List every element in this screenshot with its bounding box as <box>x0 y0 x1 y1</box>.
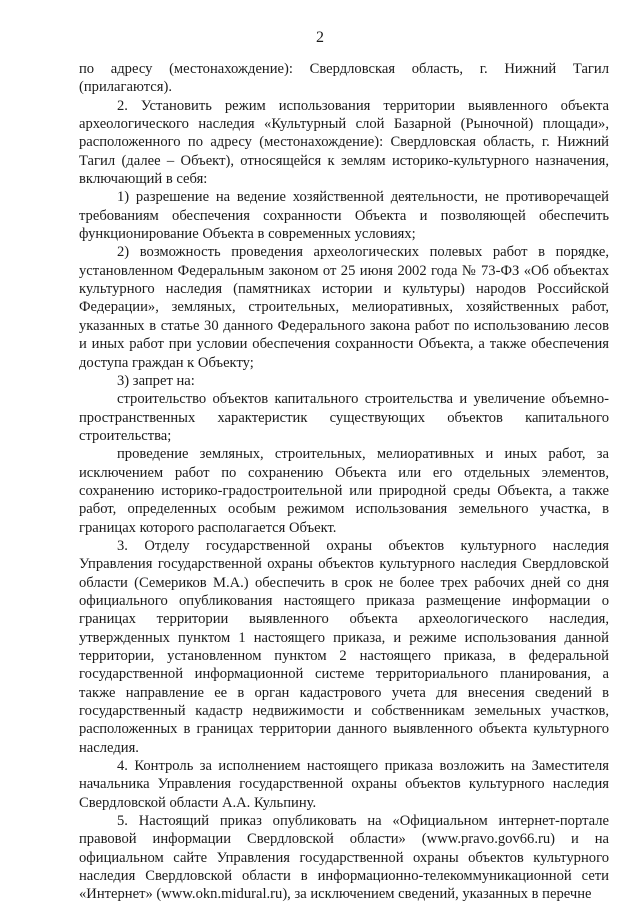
paragraph-continuation: по адресу (местонахождение): Свердловская область, г. Нижний Тагил (прилагаются). <box>79 61 609 96</box>
paragraph-item-5: 5. Настоящий приказ опубликовать на «Официальном интернет-портале правовой информации Свердловской области» (www.pravo.gov66.ru) и на официальном сайте Управления государственной охраны объектов культурного наследия Свердловской области в информационно-телекоммуникационной сети «Интернет» (www.okn.midural.ru), за исключением сведений, указанных в перечне <box>79 813 609 903</box>
paragraph-subitem-3: 3) запрет на: <box>117 372 195 389</box>
document-body <box>79 60 609 904</box>
paragraph-subitem-2: 2) возможность проведения археологических полевых работ в порядке, установленном Федеральным законом от 25 июня 2002 года № 73-ФЗ «Об объектах культурного наследия (памятниках истории и культуры) народов Российской Федерации», земляных, строительных, мелиоративных, хозяйственных работ, указанных в статье 30 данного Федерального закона работ по использованию лесов и иных работ при условии обеспечения сохранности Объекта, а также обеспечения доступа граждан к Объекту; <box>79 244 609 371</box>
paragraph-item-3: 3. Отделу государственной охраны объектов культурного наследия Управления государственной охраны объектов культурного наследия Свердловской области (Семериков М.А.) обеспечить в срок не более трех рабочих дней со дня официального опубликования настоящего приказа размещение информации о границах территории выявленного объекта археологического наследия, утвержденных пунктом 1 настоящего приказа, и режиме использования данной территории, установленном пунктом 2 настоящего приказа, в федеральной государственной информационной системе территориального планирования, а также направление ее в орган кадастрового учета для внесения сведений в государственный кадастр недвижимости и собственникам земельных участков, расположенных в границах территории данного выявленного объекта культурного наследия. <box>79 537 609 756</box>
paragraph-prohibition-construction: строительство объектов капитального строительства и увеличение объемно-пространственных характеристик существующих объектов капитального строительства; <box>79 391 609 444</box>
paragraph-item-4: 4. Контроль за исполнением настоящего приказа возложить на Заместителя начальника Управления государственной охраны объектов культурного наследия Свердловской области А.А. Кульпину. <box>79 758 609 811</box>
paragraph-subitem-1: 1) разрешение на ведение хозяйственной деятельности, не противоречащей требованиям обеспечения сохранности Объекта и позволяющей обеспечить функционирование Объекта в современных условиях; <box>79 189 609 243</box>
page-number: 2 <box>316 29 324 46</box>
paragraph-item-2: 2. Установить режим использования территории выявленного объекта археологического наследия «Культурный слой Базарной (Рыночной) площади», расположенного по адресу (местонахождение): Свердловская область, г. Нижний Тагил (далее – Объект), относящейся к землям историко-культурного назначения, включающий в себя: <box>79 97 609 188</box>
paragraph-prohibition-works: проведение земляных, строительных, мелиоративных и иных работ, за исключением работ по сохранению Объекта или его отдельных элементов, сохранению историко-градостроительной или природной среды Объекта, а также работ, определенных особым режимом использования земельного участка, в границах которого располагается Объект. <box>79 446 609 536</box>
